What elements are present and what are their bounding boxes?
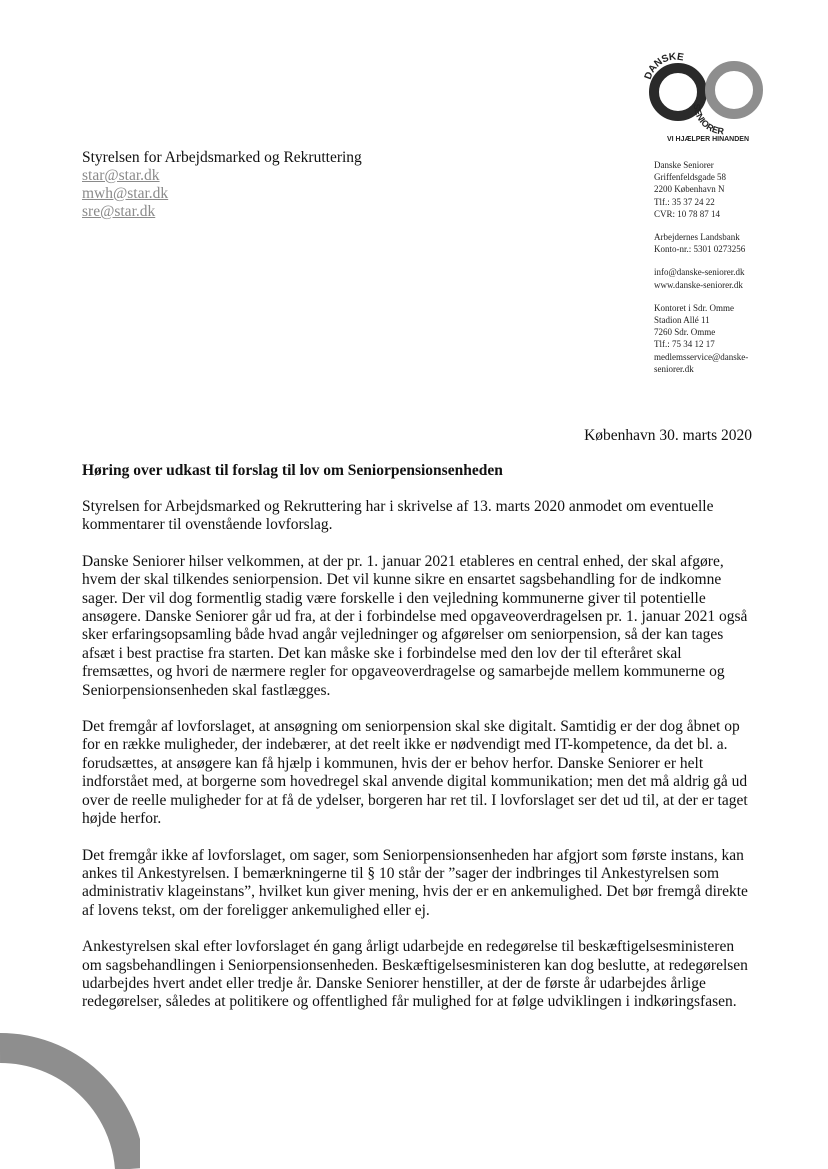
sender-line: medlemsservice@danske- bbox=[654, 351, 749, 362]
sender-line: Arbejdernes Landsbank bbox=[654, 232, 740, 243]
recipient-block bbox=[82, 149, 362, 221]
sender-line: Stadion Allé 11 bbox=[654, 315, 710, 326]
sender-web bbox=[654, 266, 784, 290]
sender-line: Kontoret i Sdr. Omme bbox=[654, 302, 734, 313]
body-paragraph: Det fremgår ikke af lovforslaget, om sager, som Seniorpensionsenheden har afgjort som første instans, kan ankes til Ankestyrelsen. I bemærkningerne til § 10 står der ”sager der indbringes til Ankestyrelsen som administrativ klageinstans”, hvilket kun giver mening, hvis der er en ankemulighed. Det bør fremgå direkte af lovens tekst, om der foreligger ankemulighed eller ej. bbox=[82, 846, 748, 919]
recipient-email-link[interactable]: star@star.dk bbox=[82, 167, 160, 184]
recipient-email-link[interactable]: sre@star.dk bbox=[82, 203, 156, 220]
logo-grey-ring bbox=[710, 66, 758, 114]
logo-tagline: VI HJÆLPER HINANDEN bbox=[666, 136, 750, 143]
decorative-arc bbox=[0, 1030, 140, 1169]
sender-office bbox=[654, 302, 784, 375]
sender-email[interactable]: info@danske-seniorer.dk bbox=[654, 267, 745, 278]
body-paragraph: Det fremgår af lovforslaget, at ansøgning om seniorpension skal ske digitalt. Samtidig er der dog åbnet op for en række muligheder, der indebærer, at det reelt ikke er nødvendigt med IT-kompetence, da det bl. a. forudsættes, at ansøgere kan få hjælp i kommunen, hvis der er behov herfor. Danske Seniorer er helt indforstået med, at borgerne som hovedregel skal anvende digital kommunikation; men det må aldrig gå ud over de reelle muligheder for at få de ydelser, borgeren har ret til. I lovforslaget ser det ud til, at der er taget højde herfor. bbox=[82, 718, 748, 828]
sender-line: Tlf.: 35 37 24 22 bbox=[654, 196, 715, 207]
body-paragraph: Ankestyrelsen skal efter lovforslaget én gang årligt udarbejde en redegørelse til beskæftigelsesministeren om sagsbehandlingen i Seniorpensionsenheden. Beskæftigelsesministeren kan dog beslutte, at redegørelsen udarbejdes hvert andet eller tredje år. Danske Seniorer henstiller, at der de første år udarbejdes årlige redegørelser, således at politikere og offentlighed får mulighed for at følge udviklingen i indkøringsfasen. bbox=[82, 938, 748, 1011]
recipient-email-link[interactable]: mwh@star.dk bbox=[82, 185, 169, 202]
letter-body bbox=[82, 498, 750, 1030]
body-paragraph: Danske Seniorer hilser velkommen, at der pr. 1. januar 2021 etableres en central enhed, der skal afgøre, hvem der skal tilkendes seniorpension. Det vil kunne sikre en ensartet sagsbehandling for de indkomne sager. Der vil dog formentlig stadig være forskelle i den vejledning kommunerne giver til potentielle ansøgere. Danske Seniorer går ud fra, at der i forbindelse med opgaveoverdragelsen pr. 1. januar 2021 også sker erfaringsopsamling både hvad angår vejledninger og afgørelser om seniorpension, så der kan tages afsæt i best practise fra starten. Det kan måske ske i forbindelse med den lov der til efteråret skal fremsættes, og hvori de nærmere regler for opgaveoverdragelse og samarbejde mellem kommunerne og Seniorpensionsenheden skal fastlægges. bbox=[82, 552, 748, 699]
sender-line: Griffenfeldsgade 58 bbox=[654, 172, 727, 183]
sender-bank bbox=[654, 231, 784, 255]
sender-line: CVR: 10 78 87 14 bbox=[654, 208, 721, 219]
sender-line: 2200 København N bbox=[654, 184, 725, 195]
logo-wordmark-bottom: SENIORER bbox=[691, 103, 725, 137]
sender-line: seniorer.dk bbox=[654, 363, 694, 374]
danske-seniorer-logo bbox=[636, 48, 776, 144]
letter-date: København 30. marts 2020 bbox=[584, 427, 752, 444]
sender-line: Danske Seniorer bbox=[654, 160, 714, 170]
logo-wordmark-top: DANSKE bbox=[642, 51, 685, 82]
sender-line: 7260 Sdr. Omme bbox=[654, 327, 716, 338]
body-paragraph: Styrelsen for Arbejdsmarked og Rekruttering har i skrivelse af 13. marts 2020 anmodet om eventuelle kommentarer til ovenstående lovforslag. bbox=[82, 498, 714, 534]
sender-contact-column bbox=[654, 159, 784, 386]
recipient-name: Styrelsen for Arbejdsmarked og Rekruttering bbox=[82, 149, 362, 166]
sender-website[interactable]: www.danske-seniorer.dk bbox=[654, 279, 743, 290]
sender-line: Konto-nr.: 5301 0273256 bbox=[654, 244, 746, 255]
sender-address bbox=[654, 159, 784, 220]
sender-line: Tlf.: 75 34 12 17 bbox=[654, 339, 715, 350]
letter-subject: Høring over udkast til forslag til lov om Seniorpensionsenheden bbox=[82, 462, 503, 479]
